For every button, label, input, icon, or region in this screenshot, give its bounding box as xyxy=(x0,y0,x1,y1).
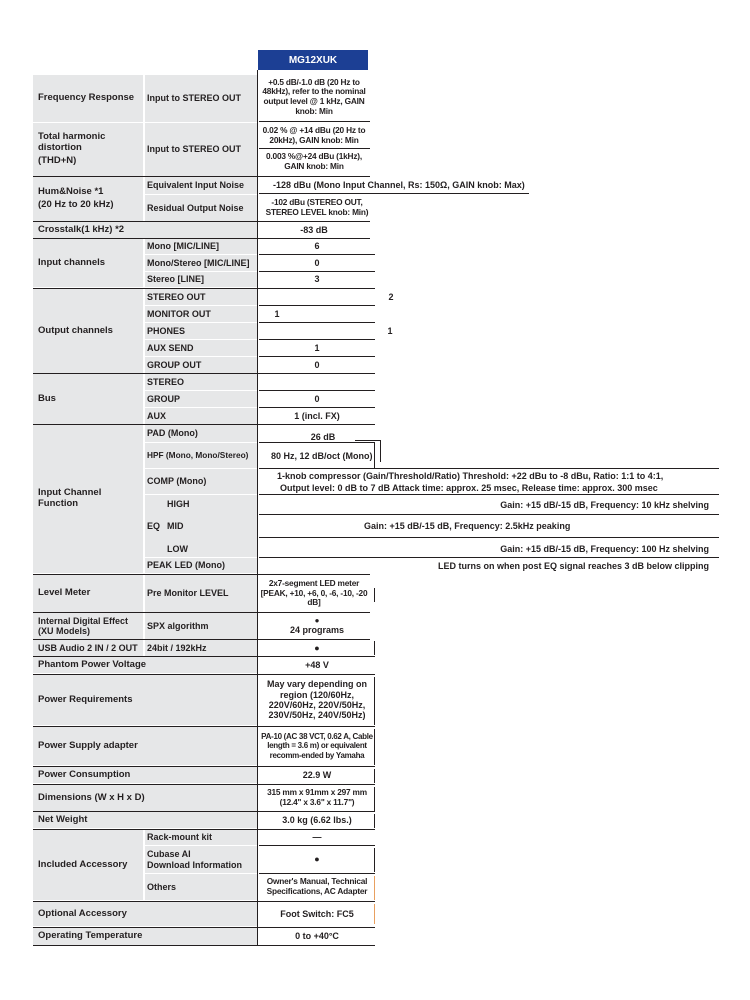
power-requirements-value: May vary depending on region (120/60Hz, 220V/60Hz, 220V/50Hz, 230V/50Hz, 240V/50Hz) xyxy=(266,679,368,721)
included-accessory-label: Included Accessory xyxy=(33,830,143,900)
level-meter-value: 2x7-segment LED meter [PEAK, +10, +6, 0, -6, -10, -20 dB] xyxy=(260,578,368,608)
eq-high-value: Gain: +15 dB/-15 dB, Frequency: 10 kHz shelving xyxy=(500,500,709,511)
input-stereo-value: 3 xyxy=(314,274,320,285)
peak-led-sub: PEAK LED (Mono) xyxy=(145,558,257,573)
thd-label-line1: Total harmonic distortion xyxy=(38,131,106,154)
comp-sub: COMP (Mono) xyxy=(145,469,257,494)
right-tick xyxy=(374,443,375,468)
frequency-response-sub: Input to STEREO OUT xyxy=(145,75,257,122)
hum-noise-label-line1: Hum&Noise *1 xyxy=(38,186,104,198)
internal-effect-value xyxy=(259,613,375,639)
usb-audio-label: USB Audio 2 IN / 2 OUT xyxy=(33,640,143,656)
cubase-ai-value: ● xyxy=(314,854,320,865)
frequency-response-label: Frequency Response xyxy=(33,75,143,122)
operating-temperature-value: 0 to +40°C xyxy=(295,931,339,942)
eq-mid-sub: MID xyxy=(167,520,184,531)
right-tick xyxy=(374,814,375,828)
bus-aux-value: 1 (incl. FX) xyxy=(294,410,340,421)
eq-label: EQ xyxy=(145,495,257,557)
hum-noise-label-line2: (20 Hz to 20 kHz) xyxy=(38,199,114,210)
others-value: Owner's Manual, Technical Specifications, AC Adapter xyxy=(266,876,368,896)
model-header: MG12XUK xyxy=(258,50,368,70)
right-tick xyxy=(374,848,375,872)
optional-accessory-label: Optional Accessory xyxy=(33,902,257,926)
net-weight-value: 3.0 kg (6.62 lbs.) xyxy=(282,814,352,825)
input-mono-sub: Mono [MIC/LINE] xyxy=(145,239,257,254)
bus-group-value: 0 xyxy=(314,393,320,404)
power-requirements-label: Power Requirements xyxy=(33,675,257,725)
input-stereo-sub: Stereo [LINE] xyxy=(145,272,257,287)
operating-temperature-label: Operating Temperature xyxy=(33,928,257,945)
thd-label xyxy=(33,123,143,176)
level-meter-label: Level Meter xyxy=(33,575,143,612)
thd-sub: Input to STEREO OUT xyxy=(145,123,257,176)
rack-mount-kit-sub: Rack-mount kit xyxy=(145,830,257,845)
cubase-ai-line1: Cubase AI xyxy=(147,849,191,860)
bullet-icon: ● xyxy=(314,616,320,626)
pad-sub: PAD (Mono) xyxy=(145,425,257,442)
comp-value-1: 1-knob compressor (Gain/Threshold/Ratio) Threshold: +22 dBu to -8 dBu, Ratio: 1:1 to 4:1, xyxy=(277,470,664,481)
thd-value-2: 0.003 %@+24 dBu (1kHz), GAIN knob: Min xyxy=(266,151,362,171)
power-consumption-value: 22.9 W xyxy=(302,769,332,780)
right-tick xyxy=(374,787,375,811)
thd-value-1: 0.02 % @ +14 dBu (20 Hz to 20kHz), GAIN knob: Min xyxy=(262,124,366,145)
equivalent-input-noise-value: -128 dBu (Mono Input Channel, Rs: 150Ω, GAIN knob: Max) xyxy=(273,179,525,190)
usb-audio-value: ● xyxy=(314,642,320,653)
right-tick xyxy=(380,440,381,462)
peak-led-value: LED turns on when post EQ signal reaches 3 dB below clipping xyxy=(437,561,709,572)
right-tick xyxy=(374,588,375,602)
input-mono-stereo-value: 0 xyxy=(314,257,320,268)
internal-effect-programs: 24 programs xyxy=(289,625,345,636)
comp-value-2: Output level: 0 dB to 7 dB Attack time: approx. 25 msec, Release time: approx. 300 msec xyxy=(280,482,658,493)
eq-high-sub: HIGH xyxy=(167,499,190,510)
right-tick xyxy=(374,677,375,725)
output-monitor-out-value: 1 xyxy=(274,308,280,319)
right-tick xyxy=(374,641,375,655)
spx-algorithm-sub: SPX algorithm xyxy=(145,613,257,639)
net-weight-label: Net Weight xyxy=(33,812,257,828)
hpf-sub: HPF (Mono, Mono/Stereo) xyxy=(145,443,257,468)
residual-output-noise-sub: Residual Output Noise xyxy=(145,195,257,221)
bus-aux-sub: AUX xyxy=(145,408,257,424)
output-phones-value: 1 xyxy=(387,325,393,336)
input-channels-label: Input channels xyxy=(33,239,143,287)
right-tick xyxy=(374,769,375,783)
bus-label: Bus xyxy=(33,374,143,424)
pad-value: 26 dB xyxy=(310,431,336,442)
output-phones-sub: PHONES xyxy=(145,323,257,339)
thd-label-line2: (THD+N) xyxy=(38,154,77,166)
level-meter-sub: Pre Monitor LEVEL xyxy=(145,575,257,612)
output-group-out-sub: GROUP OUT xyxy=(145,357,257,373)
output-aux-send-sub: AUX SEND xyxy=(145,340,257,356)
crosstalk-value: -83 dB xyxy=(300,224,328,235)
hum-noise-label xyxy=(33,177,143,221)
input-mono-value: 6 xyxy=(314,241,320,252)
bus-group-sub: GROUP xyxy=(145,391,257,407)
power-supply-adapter-label: Power Supply adapter xyxy=(33,727,257,765)
internal-effect-label-line2: (XU Models) xyxy=(38,626,91,636)
input-channel-function-label: Input Channel Function xyxy=(33,425,143,573)
output-channels-label: Output channels xyxy=(33,289,143,373)
optional-accessory-value: Foot Switch: FC5 xyxy=(280,908,354,919)
cubase-ai-line2: Download Information xyxy=(147,859,242,870)
residual-output-noise-value: -102 dBu (STEREO OUT, STEREO LEVEL knob: Min) xyxy=(265,197,369,217)
output-monitor-out-sub: MONITOR OUT xyxy=(145,306,257,322)
internal-effect-label xyxy=(33,613,143,639)
bus-stereo-value xyxy=(259,374,375,390)
dimensions-value: 315 mm x 91mm x 297 mm (12.4" x 3.6" x 11.7") xyxy=(267,787,367,807)
output-stereo-out-value: 2 xyxy=(388,291,394,302)
input-mono-stereo-sub: Mono/Stereo [MIC/LINE] xyxy=(145,255,257,271)
phantom-power-label: Phantom Power Voltage xyxy=(33,657,257,673)
usb-audio-sub: 24bit / 192kHz xyxy=(145,640,257,656)
power-supply-adapter-value: PA-10 (AC 38 VCT, 0.62 A, Cable length = 3.6 m) or equivalent recomm-ended by Yamaha xyxy=(261,732,373,760)
output-stereo-out-sub: STEREO OUT xyxy=(145,289,257,305)
power-consumption-label: Power Consumption xyxy=(33,767,257,783)
right-tick xyxy=(374,904,375,924)
eq-low-sub: LOW xyxy=(167,543,188,554)
others-sub: Others xyxy=(145,874,257,900)
cubase-ai-sub xyxy=(145,846,257,873)
output-group-out-value: 0 xyxy=(314,359,320,370)
right-tick xyxy=(374,729,375,765)
right-tick xyxy=(374,876,375,900)
frequency-response-value: +0.5 dB/-1.0 dB (20 Hz to 48kHz), refer to the nominal output level @ 1 kHz, GAIN knob: Min xyxy=(262,76,366,116)
bus-stereo-sub: STEREO xyxy=(145,374,257,390)
phantom-power-value: +48 V xyxy=(305,659,329,670)
internal-effect-label-line1: Internal Digital Effect xyxy=(38,615,129,626)
output-aux-send-value: 1 xyxy=(314,342,320,353)
hpf-value: 80 Hz, 12 dB/oct (Mono) xyxy=(271,450,373,461)
column-divider xyxy=(257,70,258,946)
rack-mount-kit-value: — xyxy=(312,832,322,843)
dimensions-label: Dimensions (W x H x D) xyxy=(33,785,257,811)
eq-mid-value: Gain: +15 dB/-15 dB, Frequency: 2.5kHz peaking xyxy=(364,520,571,531)
eq-low-value: Gain: +15 dB/-15 dB, Frequency: 100 Hz shelving xyxy=(500,544,709,555)
equivalent-input-noise-sub: Equivalent Input Noise xyxy=(145,177,257,194)
crosstalk-label: Crosstalk(1 kHz) *2 xyxy=(33,222,257,238)
